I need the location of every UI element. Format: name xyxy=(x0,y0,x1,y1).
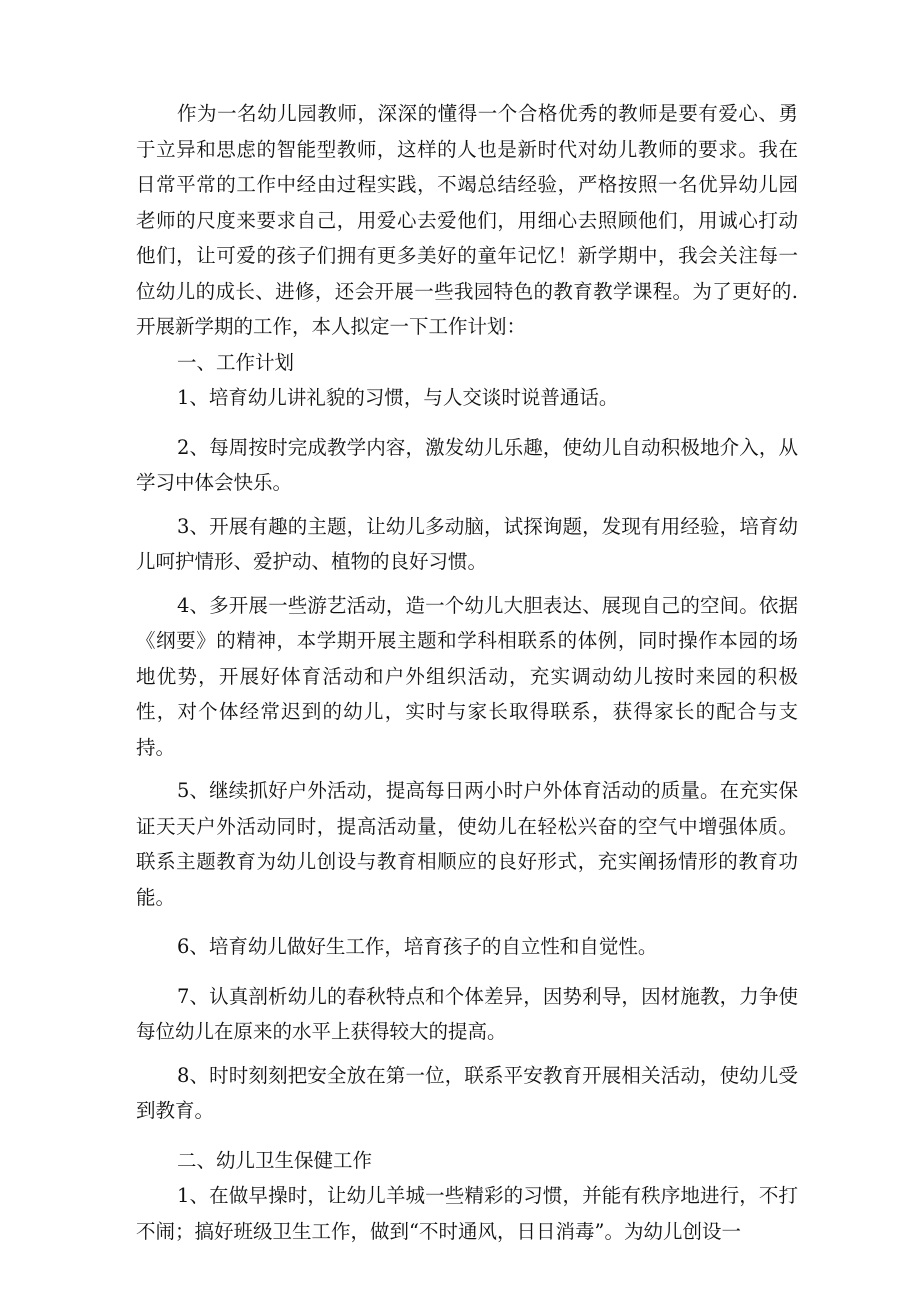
intro-paragraph: 作为一名幼儿园教师，深深的懂得一个合格优秀的教师是要有爱心、勇于立异和思虑的智能型教师，这样的人也是新时代对幼儿教师的要求。我在日常平常的工作中经由过程实践，不竭总结经验，严格按照一名优异幼儿园老师的尺度来要求自己，用爱心去爱他们，用细心去照顾他们，用诚心打动他们，让可爱的孩子们拥有更多美好的童年记忆！新学期中，我会关注每一位幼儿的成长、进修，还会开展一些我园特色的教育教学课程。为了更好的. 开展新学期的工作，本人拟定一下工作计划： xyxy=(136,102,798,338)
list-item: 5、继续抓好户外活动，提高每日两小时户外体育活动的质量。在充实保证天天户外活动同时，提高活动量，使幼儿在轻松兴奋的空气中增强体质。联系主题教育为幼儿创设与教育相顺应的良好形式，充实阐扬情形的教育功能。 xyxy=(136,779,798,909)
list-item: 1、在做早操时，让幼儿羊城一些精彩的习惯，并能有秩序地进行，不打不闹；搞好班级卫生工作，做到“不时通风，日日消毒”。为幼儿创设一 xyxy=(136,1184,798,1243)
section-heading-hygiene: 二、幼儿卫生保健工作 xyxy=(177,1148,373,1172)
list-item: 4、多开展一些游艺活动，造一个幼儿大胆表达、展现自己的空间。依据《纲要》的精神，本学期开展主题和学科相联系的体例，同时操作本园的场地优势，开展好体育活动和户外组织活动，充实调动幼儿按时来园的积极性，对个体经常迟到的幼儿，实时与家长取得联系，获得家长的配合与支持。 xyxy=(136,593,798,759)
list-item: 3、开展有趣的主题，让幼儿多动脑，试探询题，发现有用经验，培育幼儿呵护情形、爱护动、植物的良好习惯。 xyxy=(136,514,798,573)
list-item: 8、时时刻刻把安全放在第一位，联系平安教育开展相关活动，使幼儿受到教育。 xyxy=(136,1063,798,1122)
list-item: 2、每周按时完成教学内容，激发幼儿乐趣，使幼儿自动积极地介入，从学习中体会快乐。 xyxy=(136,435,798,494)
document-page xyxy=(136,96,798,1249)
section-heading-work-plan: 一、工作计划 xyxy=(177,350,295,374)
list-item: 7、认真剖析幼儿的春秋特点和个体差异，因势利导，因材施教，力争使每位幼儿在原来的水平上获得较大的提高。 xyxy=(136,984,798,1043)
list-item: 1、培育幼儿讲礼貌的习惯，与人交谈时说普通话。 xyxy=(177,386,619,409)
list-item: 6、培育幼儿做好生工作，培育孩子的自立性和自觉性。 xyxy=(177,935,658,958)
